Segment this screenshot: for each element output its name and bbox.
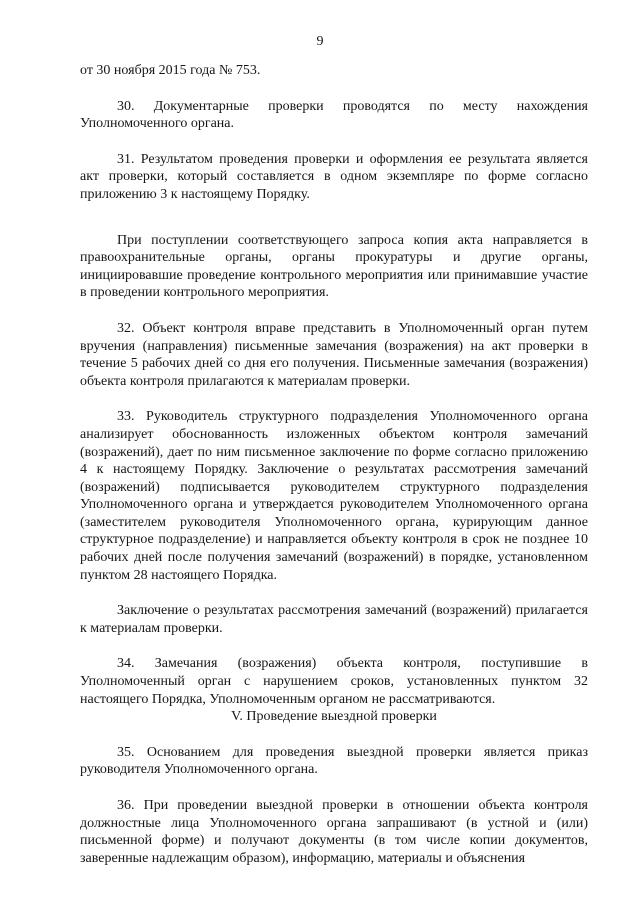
page-number: 9 (316, 34, 324, 49)
paragraph-continuation: от 30 ноября 2015 года № 753. (80, 63, 261, 78)
paragraph-31-copy-request: При поступлении соответствующего запроса копия акта направляется в правоохранительные органы, органы прокуратуры и другие органы, инициировавшие проведение контрольного мероприятия или принимавшие участие в проведении контрольного мероприятия. (80, 232, 588, 301)
paragraph-34: 34. Замечания (возражения) объекта контроля, поступившие в Уполномоченный орган с нарушением сроков, установленных пунктом 32 настоящего Порядка, Уполномоченным органом не рассматриваются. (80, 656, 588, 707)
paragraph-32: 32. Объект контроля вправе представить в Уполномоченный орган путем вручения (направления) письменные замечания (возражения) на акт проверки в течение 5 рабочих дней со дня его получения. Письменные замечания (возражения) объекта контроля прилагаются к материалам проверки. (80, 320, 588, 389)
paragraph-36: 36. При проведении выездной проверки в отношении объекта контроля должностные лица Уполномоченного органа запрашивают (в устной и (или) письменной форме) и получают документы (в том числе копии документов, заверенные надлежащим образом), информацию, материалы и объяснения (80, 798, 588, 866)
section-heading: V. Проведение выездной проверки (231, 709, 437, 725)
paragraph-33-conclusion: Заключение о результатах рассмотрения замечаний (возражений) прилагается к материалам проверки. (80, 603, 588, 636)
document-body (80, 62, 588, 867)
paragraph-35: 35. Основанием для проведения выездной проверки является приказ руководителя Уполномоченного органа. (80, 744, 588, 778)
paragraph-33: 33. Руководитель структурного подразделения Уполномоченного органа анализирует обоснованность изложенных объектом контроля замечаний (возражений), дает по ним письменное заключение по форме согласно приложению 4 к настоящему Порядку. Заключение о результатах рассмотрения замечаний (возражений) подписывается руководителем структурного подразделения Уполномоченного органа и утверждается руководителем Уполномоченного органа (заместителем руководителя Уполномоченного органа, курирующим данное структурное подразделение) и направляется объекту контроля в срок не позднее 10 рабочих дней после получения замечаний (возражений) в порядке, установленном пунктом 28 настоящего Порядка. (80, 409, 588, 583)
paragraph-31: 31. Результатом проведения проверки и оформления ее результата является акт проверки, который составляется в одном экземпляре по форме согласно приложению 3 к настоящему Порядку. (80, 151, 588, 202)
paragraph-30: 30. Документарные проверки проводятся по месту нахождения Уполномоченного органа. (80, 98, 588, 132)
